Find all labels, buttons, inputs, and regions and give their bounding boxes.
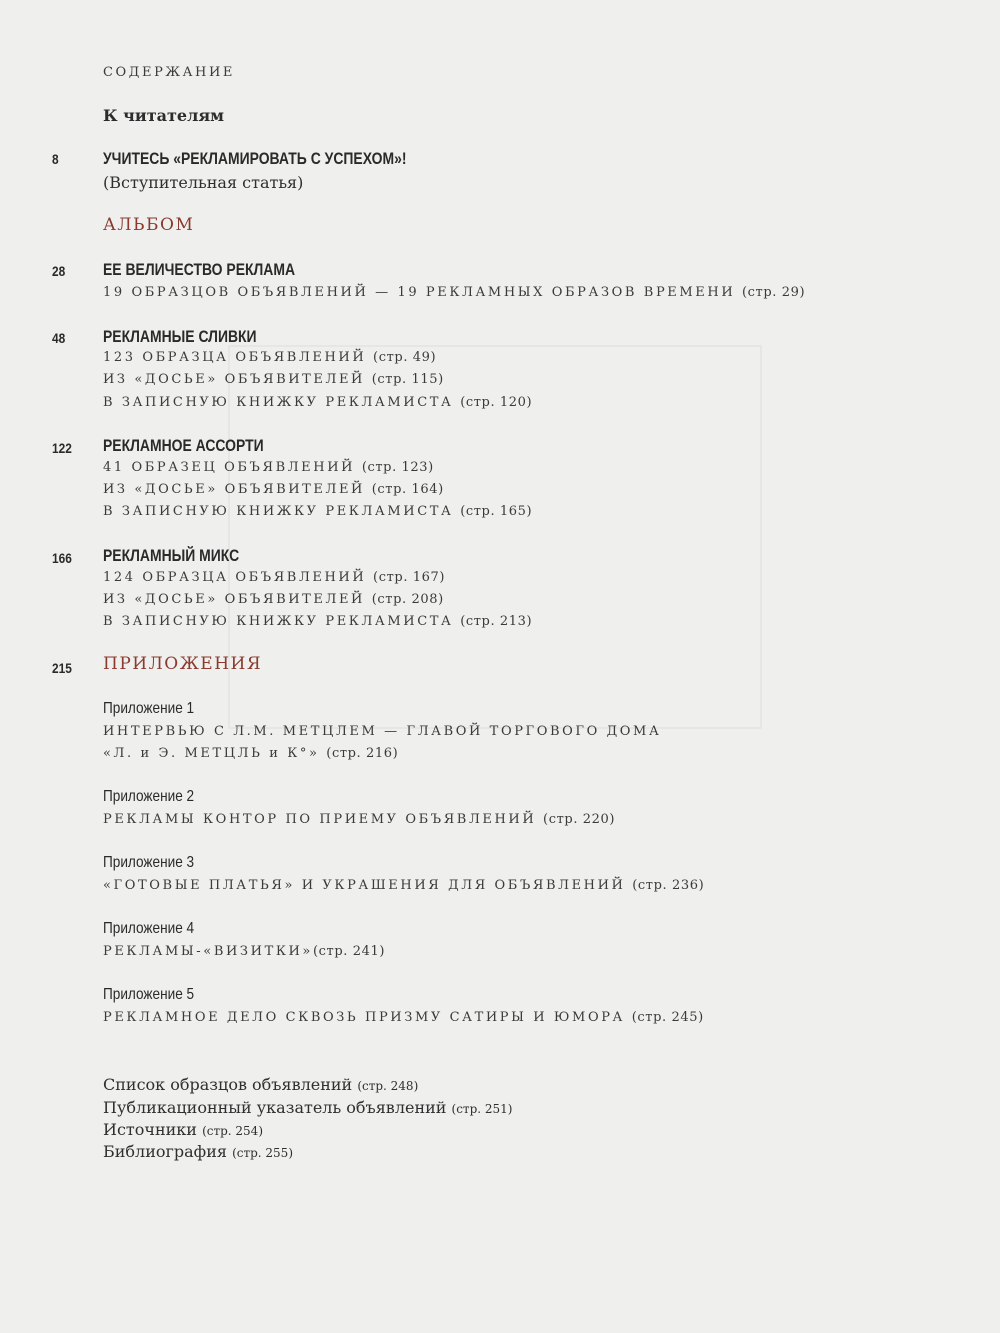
page-ref: (стр. 254) bbox=[202, 1124, 263, 1138]
section-item bbox=[103, 395, 532, 410]
item-text: 19 ОБРАЗЦОВ ОБЪЯВЛЕНИЙ — 19 РЕКЛАМНЫХ ОБРАЗОВ ВРЕМЕНИ bbox=[103, 285, 736, 300]
page-ref: (стр. 220) bbox=[543, 812, 616, 827]
item-text: ИЗ «ДОСЬЕ» ОБЪЯВИТЕЛЕЙ bbox=[103, 592, 365, 607]
item-text: «Л. и Э. МЕТЦЛЬ и К°» bbox=[103, 746, 320, 761]
section-title[interactable]: РЕКЛАМНОЕ АССОРТИ bbox=[103, 436, 264, 455]
page-ref: (стр. 115) bbox=[371, 372, 444, 387]
appendix-title[interactable]: Приложение 4 bbox=[103, 920, 195, 937]
to-readers-entry[interactable]: К читателям bbox=[103, 106, 225, 125]
page-ref: (стр. 213) bbox=[460, 614, 533, 629]
item-text: РЕКЛАМЫ КОНТОР ПО ПРИЕМУ ОБЪЯВЛЕНИЙ bbox=[103, 812, 537, 827]
appendices-heading[interactable]: ПРИЛОЖЕНИЯ bbox=[103, 654, 263, 674]
item-text: В ЗАПИСНУЮ КНИЖКУ РЕКЛАМИСТА bbox=[103, 504, 454, 519]
page-ref: (стр. 120) bbox=[460, 395, 533, 410]
section-item bbox=[103, 350, 436, 365]
page-ref: (стр. 29) bbox=[742, 285, 806, 300]
page-ref: (стр. 123) bbox=[361, 460, 434, 475]
section-item bbox=[103, 592, 444, 607]
section-page-number: 166 bbox=[52, 550, 72, 566]
entry-text: Публикационный указатель объявлений bbox=[103, 1098, 447, 1117]
intro-page-number: 8 bbox=[52, 151, 59, 167]
page-ref: (стр. 248) bbox=[357, 1079, 419, 1093]
section-item bbox=[103, 504, 532, 519]
appendix-line bbox=[103, 944, 385, 959]
item-text: РЕКЛАМЫ-«ВИЗИТКИ» bbox=[103, 944, 313, 959]
page-ref: (стр. 241) bbox=[313, 944, 386, 959]
section-page-number: 122 bbox=[52, 440, 72, 456]
section-page-number: 28 bbox=[52, 263, 66, 279]
page-ref: (стр. 208) bbox=[371, 592, 444, 607]
page-ref: (стр. 216) bbox=[326, 746, 399, 761]
item-text: 123 ОБРАЗЦА ОБЪЯВЛЕНИЙ bbox=[103, 350, 367, 365]
item-text: ИНТЕРВЬЮ С Л.М. МЕТЦЛЕМ — ГЛАВОЙ ТОРГОВОГО ДОМА bbox=[103, 724, 662, 739]
album-heading: АЛЬБОМ bbox=[103, 215, 195, 235]
appendix-title[interactable]: Приложение 1 bbox=[103, 700, 195, 717]
page-ref: (стр. 49) bbox=[373, 350, 437, 365]
section-title[interactable]: ЕЕ ВЕЛИЧЕСТВО РЕКЛАМА bbox=[103, 260, 296, 279]
item-text: ИЗ «ДОСЬЕ» ОБЪЯВИТЕЛЕЙ bbox=[103, 482, 365, 497]
appendix-title[interactable]: Приложение 2 bbox=[103, 788, 195, 805]
appendix-line bbox=[103, 1010, 704, 1025]
back-matter-entry[interactable] bbox=[103, 1075, 418, 1094]
page-ref: (стр. 245) bbox=[631, 1010, 704, 1025]
appendix-line bbox=[103, 878, 704, 893]
back-matter-entry[interactable] bbox=[103, 1120, 263, 1139]
appendix-title[interactable]: Приложение 3 bbox=[103, 854, 195, 871]
contents-heading: СОДЕРЖАНИЕ bbox=[103, 65, 236, 80]
section-item bbox=[103, 482, 444, 497]
appendix-line bbox=[103, 724, 661, 739]
intro-subtitle: (Вступительная статья) bbox=[103, 173, 304, 192]
page-ref: (стр. 255) bbox=[232, 1146, 293, 1160]
back-matter-entry[interactable] bbox=[103, 1098, 512, 1117]
item-text: В ЗАПИСНУЮ КНИЖКУ РЕКЛАМИСТА bbox=[103, 614, 454, 629]
appendix-line bbox=[103, 746, 398, 761]
item-text: 124 ОБРАЗЦА ОБЪЯВЛЕНИЙ bbox=[103, 570, 367, 585]
entry-text: Библиография bbox=[103, 1142, 227, 1161]
page-ref: (стр. 251) bbox=[451, 1102, 513, 1116]
entry-text: Список образцов объявлений bbox=[103, 1075, 353, 1094]
page-ref: (стр. 165) bbox=[460, 504, 533, 519]
entry-text: Источники bbox=[103, 1120, 197, 1139]
intro-title[interactable]: УЧИТЕСЬ «РЕКЛАМИРОВАТЬ С УСПЕХОМ»! bbox=[103, 149, 407, 168]
item-text: В ЗАПИСНУЮ КНИЖКУ РЕКЛАМИСТА bbox=[103, 395, 454, 410]
item-text: 41 ОБРАЗЕЦ ОБЪЯВЛЕНИЙ bbox=[103, 460, 356, 475]
section-title[interactable]: РЕКЛАМНЫЙ МИКС bbox=[103, 546, 240, 565]
section-item bbox=[103, 570, 445, 585]
appendix-title[interactable]: Приложение 5 bbox=[103, 986, 195, 1003]
section-item bbox=[103, 614, 532, 629]
page-ref: (стр. 167) bbox=[373, 570, 446, 585]
appendices-page-number: 215 bbox=[52, 660, 72, 676]
section-item bbox=[103, 460, 434, 475]
section-item bbox=[103, 372, 444, 387]
item-text: РЕКЛАМНОЕ ДЕЛО СКВОЗЬ ПРИЗМУ САТИРЫ И ЮМОРА bbox=[103, 1010, 625, 1025]
back-matter-entry[interactable] bbox=[103, 1142, 293, 1161]
section-item bbox=[103, 285, 805, 300]
page-ref: (стр. 236) bbox=[632, 878, 705, 893]
item-text: ИЗ «ДОСЬЕ» ОБЪЯВИТЕЛЕЙ bbox=[103, 372, 365, 387]
appendix-line bbox=[103, 812, 615, 827]
item-text: «ГОТОВЫЕ ПЛАТЬЯ» И УКРАШЕНИЯ ДЛЯ ОБЪЯВЛЕНИЙ bbox=[103, 878, 626, 893]
section-page-number: 48 bbox=[52, 330, 66, 346]
page-ref: (стр. 164) bbox=[371, 482, 444, 497]
section-title[interactable]: РЕКЛАМНЫЕ СЛИВКИ bbox=[103, 327, 257, 346]
